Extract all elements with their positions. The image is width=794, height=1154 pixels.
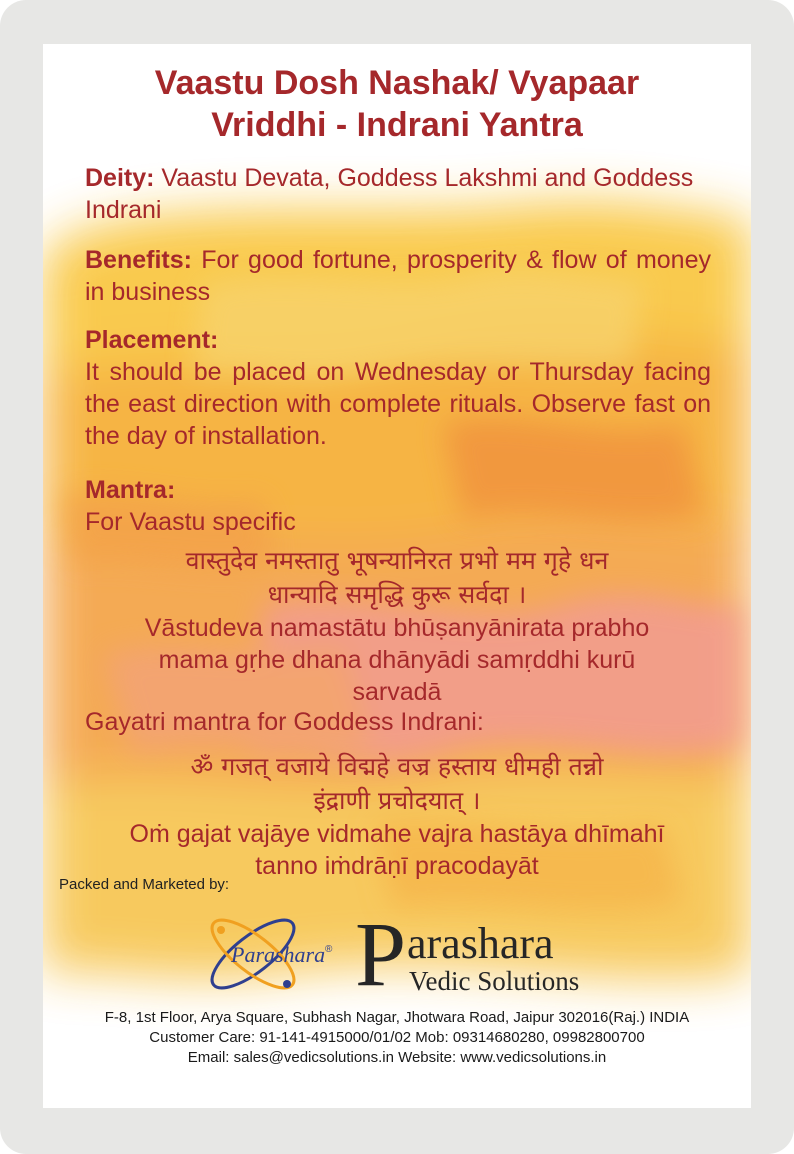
vaastu-roman-line-2: mama gṛhe dhana dhānyādi samṛddhi kurū	[158, 646, 636, 674]
gayatri-roman-line-2: tanno iṁdrāṇī pracodayāt	[255, 852, 539, 880]
gayatri-devanagari-line-1: ॐ गजत् वजाये विद्महे वज्र हस्ताय धीमही तन्नो	[190, 752, 604, 781]
placement-label: Placement:	[85, 326, 219, 354]
benefits-label: Benefits:	[85, 246, 192, 274]
yantra-info-card	[43, 44, 751, 1108]
vaastu-devanagari-line-2: धान्यादि समृद्धि कुरू सर्वदा ।	[267, 580, 527, 609]
vaastu-devanagari-line-1: वास्तुदेव नमस्तातु भूषन्यानिरत प्रभो मम गृहे धन	[185, 546, 609, 575]
brand-name-rest: arashara	[407, 919, 554, 968]
vaastu-roman-line-1: Vāstudeva namastātu bhūṣanyānirata prabho	[144, 614, 650, 642]
brand-subtitle: Vedic Solutions	[409, 966, 580, 996]
gayatri-mantra	[73, 750, 721, 882]
address-line: F-8, 1st Floor, Arya Square, Subhash Nagar, Jhotwara Road, Jaipur 302016(Raj.) INDIA	[104, 1009, 690, 1026]
email-website-line: Email: sales@vedicsolutions.in Website: www.vedicsolutions.in	[187, 1049, 607, 1066]
customer-care-line: Customer Care: 91-141-4915000/01/02 Mob: 09314680280, 09982800700	[149, 1029, 645, 1046]
vaastu-heading: For Vaastu specific	[85, 508, 296, 536]
page-title	[43, 62, 751, 146]
gayatri-devanagari-line-2: इंद्राणी प्रचोदयात् ।	[313, 786, 481, 815]
brand-initial: P	[355, 903, 407, 1005]
mantra-label: Mantra:	[85, 476, 176, 504]
contact-details	[43, 1008, 751, 1068]
mantra-section	[85, 474, 711, 538]
parashara-logo-icon	[201, 906, 341, 1002]
registered-mark: ®	[325, 944, 333, 955]
deity-text: Vaastu Devata, Goddess Lakshmi and Goddess Indrani	[85, 164, 694, 224]
placement-section	[85, 324, 711, 452]
gayatri-heading: Gayatri mantra for Goddess Indrani:	[85, 708, 484, 736]
deity-label: Deity:	[85, 164, 155, 192]
benefits-text: For good fortune, prosperity & flow of money in business	[85, 246, 711, 306]
benefits-section	[85, 244, 711, 308]
title-line-1: Vaastu Dosh Nashak/ Vyapaar	[154, 64, 640, 102]
title-line-2: Vriddhi - Indrani Yantra	[211, 106, 583, 144]
logo-script-text: Parashara	[231, 942, 326, 967]
placement-text: It should be placed on Wednesday or Thursday facing the east direction with complete rituals. Observe fast on the day of installation.	[85, 358, 711, 450]
vaastu-roman-line-3: sarvadā	[352, 678, 442, 706]
vaastu-mantra	[73, 544, 721, 708]
packed-marketed-label: Packed and Marketed by:	[59, 876, 230, 893]
gayatri-roman-line-1: Oṁ gajat vajāye vidmahe vajra hastāya dhīmahī	[129, 820, 665, 848]
deity-section	[85, 162, 711, 226]
